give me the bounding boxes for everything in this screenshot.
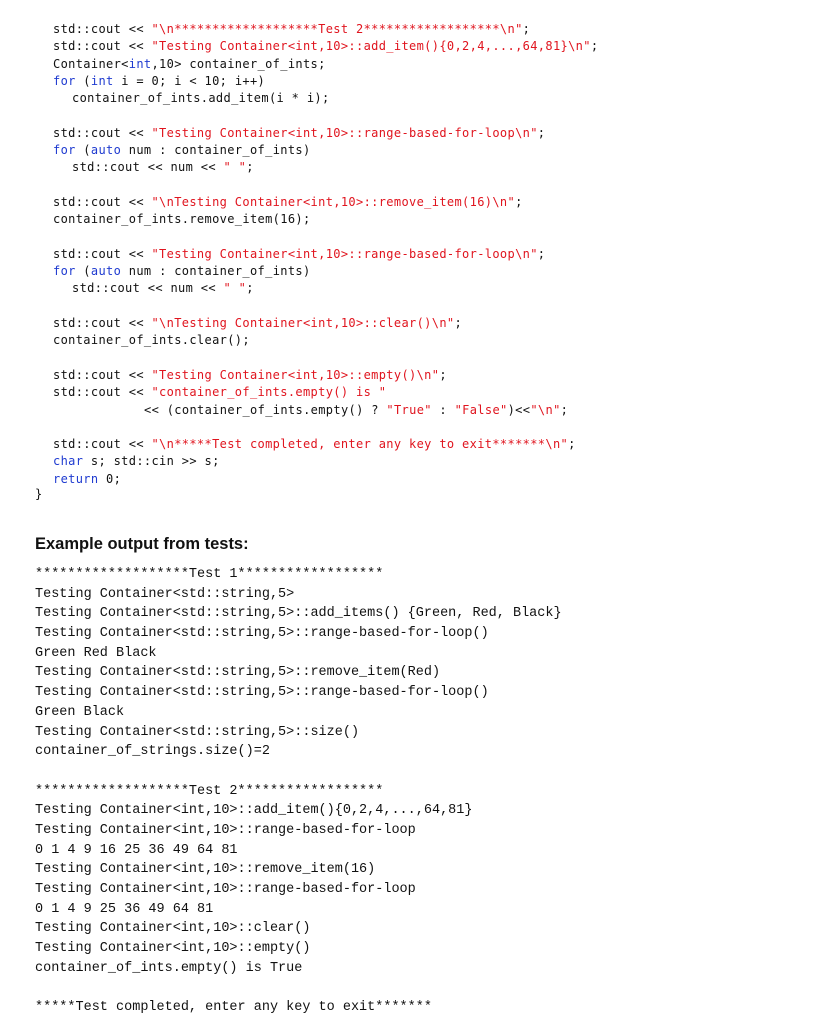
code-keyword: for [53,264,76,279]
code-text: std::cout << num << [72,281,224,296]
code-text: << (container_of_ints.empty() ? [144,402,387,417]
code-text: std::cout << [53,39,152,54]
output-line: Testing Container<std::string,5>::add_items() {Green, Red, Black} [35,606,562,622]
code-line [53,125,813,142]
output-line: *******************Test 1****************** [35,567,384,582]
output-line: Testing Container<std::string,5>::size() [35,724,360,740]
code-string: "False" [454,402,508,417]
output-line: Testing Container<std::string,5>::range-based-for-loop() [35,626,489,642]
code-line [53,90,813,107]
code-string: "Testing Container<int,10>::add_item(){0,2,4,...,64,81}\n" [151,39,591,54]
code-line [53,73,813,90]
code-line [53,38,813,55]
code-keyword: int [90,73,114,88]
code-text: ( [75,264,91,279]
code-text: std::cout << num << [72,160,224,175]
output-line [35,762,815,782]
code-line [53,453,813,470]
output-line: Testing Container<int,10>::add_item(){0,2,4,...,64,81} [35,803,473,819]
code-text: std::cout << [53,316,152,331]
output-line: Testing Container<int,10>::empty() [35,941,311,957]
code-string: "\nTesting Container<int,10>::remove_item(16)\n" [151,194,516,209]
code-text: ; [439,367,447,382]
output-line: container_of_strings.size()=2 [35,744,270,760]
code-text: )<< [507,402,531,417]
code-text: ,10> container_of_ints; [151,56,326,71]
code-text: : [431,402,455,417]
code-line [53,107,813,124]
code-line [53,280,813,297]
code-text: ; [522,22,531,36]
code-text: Container< [53,56,129,71]
code-string: "\n*****Test completed, enter any key to exit*******\n" [151,437,569,452]
code-text: num : container_of_ints) [121,143,311,158]
code-text: container_of_ints.clear(); [53,333,250,348]
code-text: std::cout << [53,385,152,400]
closing-brace: } [35,487,43,501]
code-line [53,384,813,401]
code-string: " " [223,281,247,296]
code-keyword: int [128,56,152,71]
code-keyword: auto [90,143,122,158]
code-text: i = 0; i < 10; i++) [113,73,266,88]
code-string: "\n*******************Test 2******************\n" [151,22,523,36]
code-line [53,298,813,315]
code-line [53,419,813,436]
code-keyword: char [53,454,84,469]
code-string: "\n" [530,402,561,417]
output-line: Testing Container<std::string,5>::range-based-for-loop() [35,685,489,701]
code-line [53,211,813,228]
output-line: Green Black [35,704,125,720]
code-line [53,194,813,211]
code-text: std::cout << [53,22,152,36]
code-text: 0; [98,471,122,486]
output-line: *******************Test 2****************** [35,783,384,799]
code-text: ; [537,125,546,140]
code-string: "container_of_ints.empty() is " [151,385,387,400]
code-text: ; [454,316,463,331]
code-line [53,471,813,488]
code-line [53,332,813,349]
code-string: "Testing Container<int,10>::range-based-for-loop\n" [151,125,538,140]
code-line [53,246,813,263]
code-text: ; [590,39,599,54]
output-line: *****Test completed, enter any key to exit******* [35,1000,432,1016]
section-heading: Example output from tests: [35,535,249,553]
code-keyword: return [53,471,99,486]
code-text: ( [75,73,91,88]
code-text: ; [246,160,254,175]
output-line: Green Red Black [35,645,157,661]
output-line: Testing Container<int,10>::range-based-for-loop [35,882,416,897]
code-string: " " [223,160,247,175]
output-line: 0 1 4 9 25 36 49 64 81 [35,901,214,917]
code-text: std::cout << [53,246,152,261]
example-output [35,565,815,1018]
code-line [53,436,813,453]
code-line [53,21,813,38]
code-text: ( [75,143,91,158]
code-text: std::cout << [53,125,152,140]
code-string: "Testing Container<int,10>::range-based-for-loop\n" [151,246,538,261]
code-string: "Testing Container<int,10>::empty()\n" [151,367,440,382]
code-line [53,142,813,159]
code-line [53,350,813,367]
code-text: std::cout << [53,437,152,452]
output-line: Testing Container<int,10>::range-based-for-loop [35,822,416,838]
code-keyword: auto [90,264,122,279]
code-string: "True" [386,402,432,417]
code-text: std::cout << [53,194,152,209]
code-text: num : container_of_ints) [121,264,311,279]
code-keyword: for [53,73,76,88]
output-line: Testing Container<std::string,5> [35,586,295,602]
output-line: Testing Container<int,10>::clear() [35,921,311,937]
code-text: std::cout << [53,367,152,382]
code-string: "\nTesting Container<int,10>::clear()\n" [151,316,455,331]
code-text: ; [515,194,523,209]
code-text: container_of_ints.add_item(i * i); [72,91,330,106]
code-listing [53,21,813,488]
code-line [53,229,813,246]
code-line [53,159,813,176]
code-line [53,315,813,332]
code-text: ; [568,437,576,452]
code-line [53,56,813,73]
code-text: container_of_ints.remove_item(16); [53,212,311,227]
code-line [53,402,813,419]
code-text: ; [246,281,254,296]
code-line [53,177,813,194]
output-line [35,978,815,998]
output-line: container_of_ints.empty() is True [35,960,303,976]
code-line [53,263,813,280]
output-line: Testing Container<std::string,5>::remove_item(Red) [35,665,441,681]
output-line: 0 1 4 9 16 25 36 49 64 81 [35,842,238,858]
code-text: ; [560,402,569,417]
code-keyword: for [53,143,76,158]
code-line [53,367,813,384]
code-text: s; std::cin >> s; [83,454,220,469]
output-line: Testing Container<int,10>::remove_item(16) [35,862,376,878]
code-text: ; [537,246,546,261]
